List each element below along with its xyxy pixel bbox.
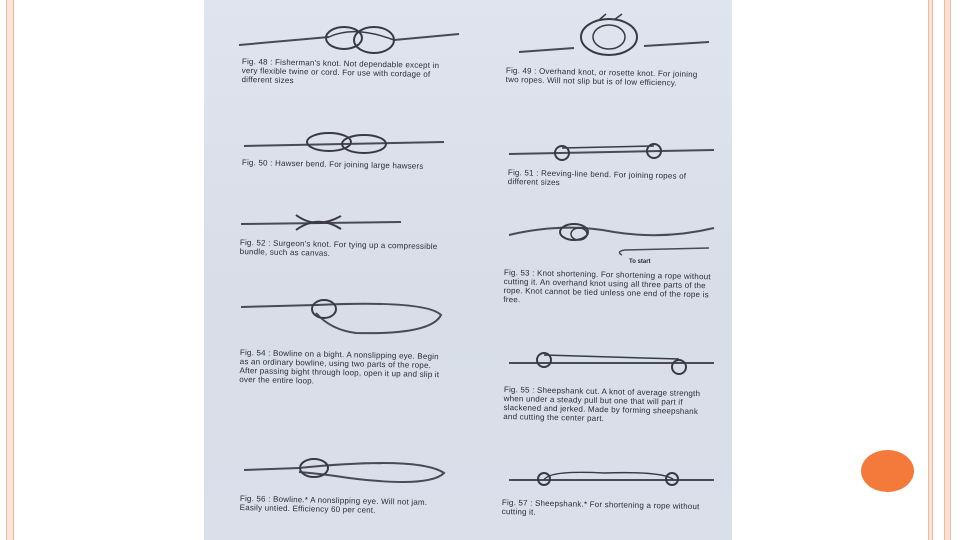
slide-frame-left	[6, 0, 14, 540]
fig56-knot-drawing	[239, 448, 449, 493]
fig55-knot-drawing	[504, 345, 719, 380]
fig48-knot-drawing	[234, 20, 464, 60]
fig49-caption: Fig. 49 : Overhand knot, or rosette knot. For joining two ropes. Will not slip but is of low efficiency.	[505, 66, 698, 88]
fig52-caption: Fig. 52 : Surgeon's knot. For tying up a compressible bundle, such as canvas.	[239, 238, 438, 258]
fig53-knot-drawing	[504, 210, 719, 265]
fig56-caption: Fig. 56 : Bowline.* A nonslipping eye. Will not jam. Easily untied. Efficiency 60 per cent.	[239, 494, 428, 515]
fig51-caption: Fig. 51 : Reeving-line bend. For joining ropes of different sizes	[507, 168, 687, 188]
fig54-caption: Fig. 54 : Bowline on a bight. A nonslipping eye. Begin as an ordinary bowline, using two parts of the rope. After passing bight through loop, open it up and slip it over the entire loop.	[239, 348, 440, 386]
fig50-caption: Fig. 50 : Hawser bend. For joining large hawsers	[241, 158, 424, 171]
knot-reference-page	[204, 0, 732, 540]
fig50-knot-drawing	[239, 128, 449, 158]
fig53-to-start-label: To start	[629, 259, 651, 265]
fig55-caption: Fig. 55 : Sheepshank cut. A knot of average strength when under a steady pull but one that will part if slackened and jerked. Made by forming sheepshank and cutting the center part.	[503, 385, 701, 424]
slide-decor-circle	[861, 450, 914, 492]
fig57-knot-drawing	[504, 465, 719, 495]
fig51-knot-drawing	[504, 138, 719, 168]
fig48-caption: Fig. 48 : Fisherman's knot. Not dependable except in very flexible twine or cord. For use with cordage of different sizes	[241, 57, 440, 86]
fig54-knot-drawing	[236, 295, 446, 345]
fig57-caption: Fig. 57 : Sheepshank.* For shortening a rope without cutting it.	[501, 498, 700, 517]
fig49-knot-drawing	[514, 12, 714, 62]
slide-frame-right	[918, 0, 960, 540]
fig52-knot-drawing	[236, 210, 406, 235]
fig53-caption: Fig. 53 : Knot shortening. For shortening a rope without cutting it. An overhand knot using all three parts of the rope. Knot cannot be tied unless one end of the rope is free.	[503, 268, 711, 305]
